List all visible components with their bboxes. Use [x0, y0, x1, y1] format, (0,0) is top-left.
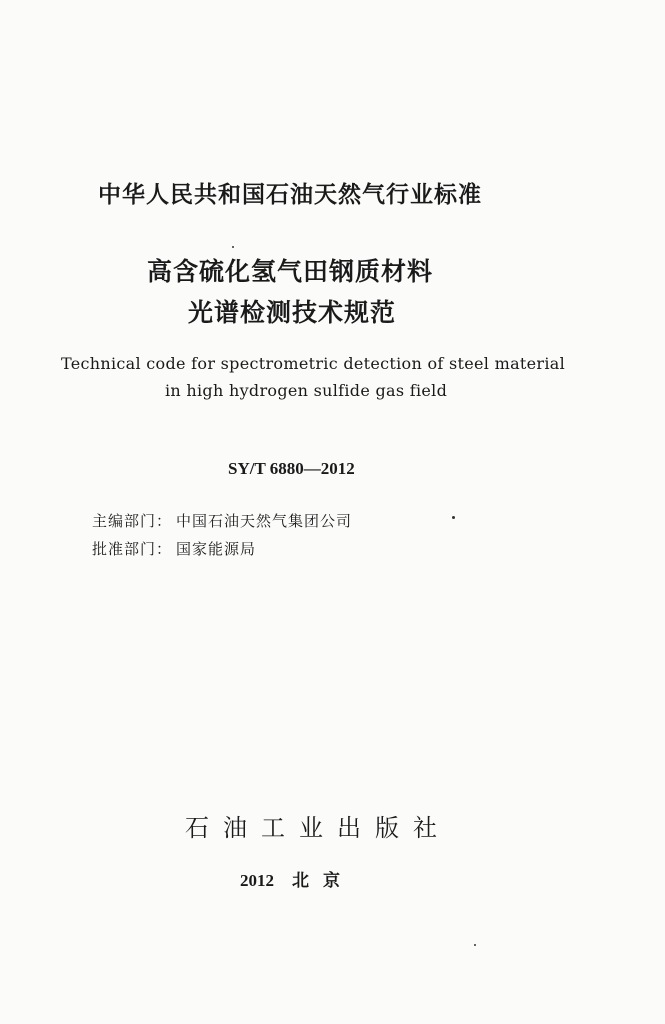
publication-year: 2012 [240, 871, 274, 890]
title-en-line1: Technical code for spectrometric detection of steel material [61, 354, 566, 373]
chief-editor-label: 主编部门： [92, 512, 173, 530]
approval-value: 国家能源局 [176, 540, 257, 558]
scan-speck [232, 246, 234, 248]
publication-date-line [240, 866, 354, 891]
publisher-name: 石油工业出版社 [185, 814, 451, 842]
approval-label: 批准部门： [92, 540, 173, 558]
scan-speck [452, 516, 455, 519]
chief-editor-row [92, 510, 352, 531]
approval-row [92, 538, 256, 559]
standard-number: SY/T 6880—2012 [228, 459, 355, 478]
scan-speck [474, 944, 476, 946]
title-cn-line1: 高含硫化氢气田钢质材料 [147, 257, 434, 286]
title-cn-line2: 光谱检测技术规范 [188, 298, 397, 327]
publication-city: 北京 [292, 871, 354, 890]
standard-series-heading: 中华人民共和国石油天然气行业标准 [98, 182, 482, 208]
title-en-line2: in high hydrogen sulfide gas field [165, 381, 448, 400]
chief-editor-value: 中国石油天然气集团公司 [176, 512, 353, 530]
